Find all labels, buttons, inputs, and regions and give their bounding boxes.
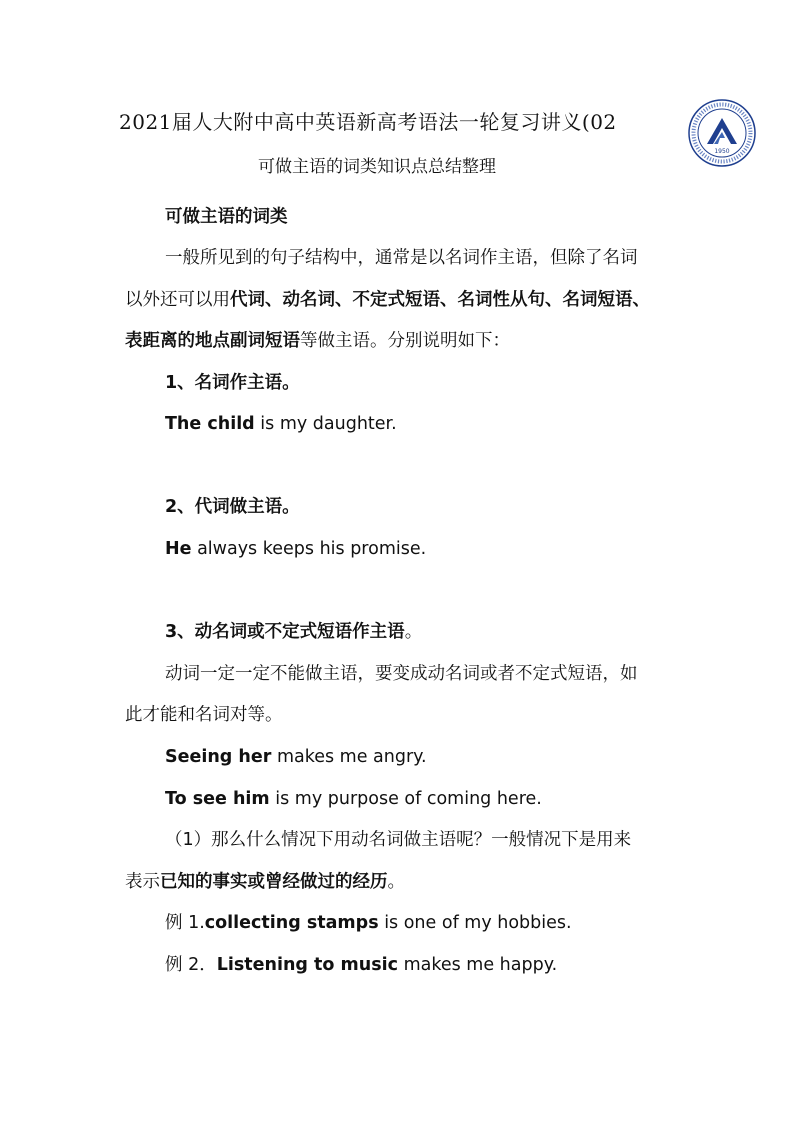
section-2-example: He always keeps his promise. [165,539,427,559]
section-3-example-1: Seeing her makes me angry. [165,747,427,767]
section-3-heading: 3、动名词或不定式短语作主语。 [165,622,423,642]
section-1-example: The child is my daughter. [165,414,397,434]
section-3-example-2: To see him is my purpose of coming here. [165,789,542,809]
section-2-heading: 2、代词做主语。 [165,497,300,517]
section-3-para-line-1: 动词一定一定不能做主语，要变成动名词或者不定式短语，如 [165,664,638,684]
section-3-para-line-2: 此才能和名词对等。 [125,705,283,725]
example-sentence-2: 例 2．Listening to music makes me happy. [165,955,558,975]
document-title: 2021届人大附中高中英语新高考语法一轮复习讲义(02 [119,110,617,134]
logo-year: 1950 [714,148,730,155]
school-logo [687,98,757,168]
document-subtitle: 可做主语的词类知识点总结整理 [258,157,496,177]
example-sentence-1: 例 1.collecting stamps is one of my hobbies. [165,913,572,933]
intro-line-1: 一般所见到的句子结构中，通常是以名词作主语，但除了名词 [165,248,638,268]
section-heading: 可做主语的词类 [165,207,288,227]
section-1-heading: 1、名词作主语。 [165,373,300,393]
intro-line-2: 以外还可以用代词、动名词、不定式短语、名词性从句、名词短语、 [125,290,650,310]
question-line-2: 表示已知的事实或曾经做过的经历。 [125,872,405,892]
question-line-1: （1）那么什么情况下用动名词做主语呢？一般情况下是用来 [165,830,632,850]
intro-line-3: 表距离的地点副词短语等做主语。分别说明如下： [125,331,510,351]
